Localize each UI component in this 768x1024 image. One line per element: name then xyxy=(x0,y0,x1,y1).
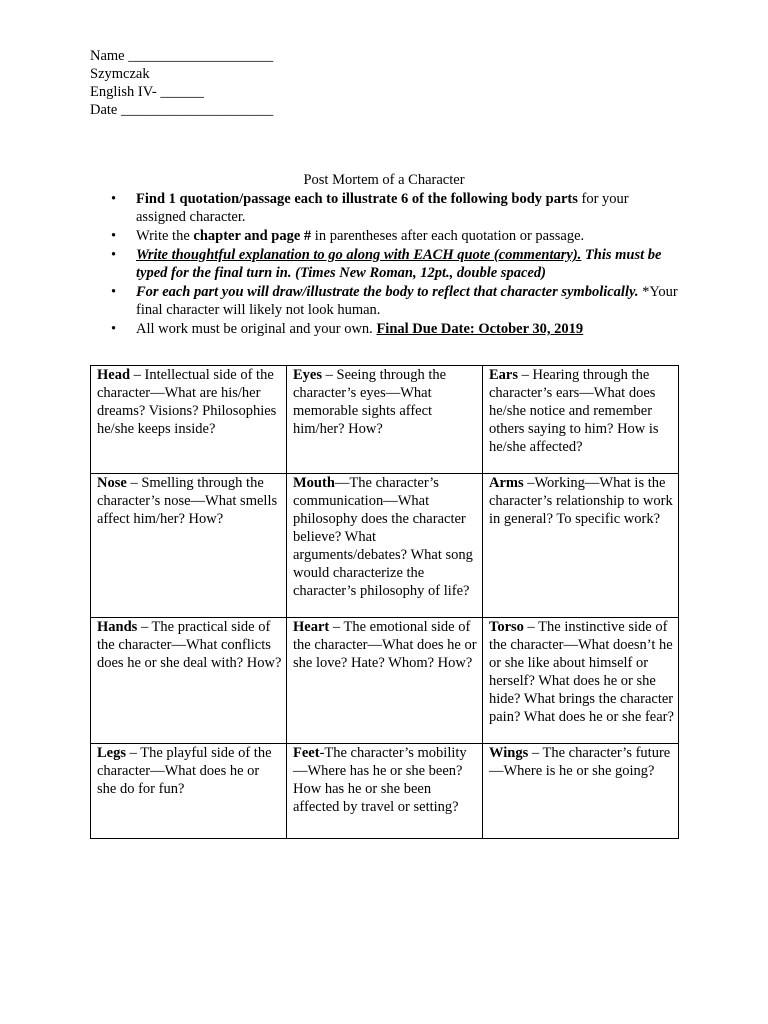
bullet-icon: • xyxy=(111,321,117,337)
body-part-name: Arms xyxy=(489,475,524,491)
table-row xyxy=(91,744,679,839)
body-part-description: – The instinctive side of the character—What doesn’t he or she like about himself or herself? What does he or she hide? What brings the character pain? What does he or she fear? xyxy=(489,619,674,725)
body-part-description: —The character’s communication—What philosophy does the character believe? What arguments/debates? What song would characterize the character’s philosophy of life? xyxy=(293,475,473,599)
body-part-name: Nose xyxy=(97,475,127,491)
name-line: Name ____________________ xyxy=(90,48,274,64)
instruction-text: For each part you will draw/illustrate the body to reflect that character symbolically. xyxy=(136,284,639,300)
body-part-cell xyxy=(287,744,483,839)
body-part-description: -The character’s mobility—Where has he or she been? How has he or she been affected by travel or setting? xyxy=(293,745,467,815)
document-title: Post Mortem of a Character xyxy=(303,172,465,188)
body-part-name: Torso xyxy=(489,619,524,635)
instruction-text: chapter and page # xyxy=(193,228,312,244)
date-line: Date _____________________ xyxy=(90,102,274,118)
body-part-name: Eyes xyxy=(293,367,322,383)
body-part-cell xyxy=(287,474,483,618)
instruction-text: in parentheses after each quotation or passage. xyxy=(311,228,585,244)
body-part-name: Legs xyxy=(97,745,126,761)
body-part-name: Mouth xyxy=(293,475,335,491)
bullet-icon: • xyxy=(111,191,117,207)
body-part-name: Head xyxy=(97,367,131,383)
instruction-text: for your assigned character. xyxy=(136,191,629,225)
body-part-description: – The playful side of the character—What does he or she do for fun? xyxy=(97,745,272,797)
bullet-icon: • xyxy=(111,284,117,300)
instruction-item xyxy=(90,190,680,226)
body-part-cell xyxy=(483,744,679,839)
body-part-cell xyxy=(483,366,679,474)
body-part-cell xyxy=(483,474,679,618)
body-part-description: – Smelling through the character’s nose—What smells affect him/her? How? xyxy=(97,475,278,527)
body-part-name: Wings xyxy=(489,745,529,761)
instruction-text: This must be typed for the final turn in. (Times New Roman, 12pt., double spaced) xyxy=(136,247,662,281)
body-part-description: – The character’s future—Where is he or she going? xyxy=(489,745,671,779)
body-part-description: – The practical side of the character—What conflicts does he or she deal with? How? xyxy=(97,619,282,671)
class-line: English IV- ______ xyxy=(90,84,204,100)
body-part-cell xyxy=(287,618,483,744)
instruction-item xyxy=(90,283,680,319)
bullet-icon: • xyxy=(111,228,117,244)
body-part-description: – The emotional side of the character—What does he or she love? Hate? Whom? How? xyxy=(293,619,477,671)
instruction-item xyxy=(90,320,680,338)
body-part-name: Feet xyxy=(293,745,320,761)
instruction-item xyxy=(90,227,680,245)
instruction-text: Find 1 quotation/passage each to illustrate 6 of the following body parts xyxy=(136,191,578,207)
instruction-item xyxy=(90,246,680,282)
body-part-description: –Working—What is the character’s relationship to work in general? To specific work? xyxy=(489,475,673,527)
instructions-list xyxy=(90,190,680,339)
body-parts-table xyxy=(90,365,679,839)
bullet-icon: • xyxy=(111,247,117,263)
student-header xyxy=(90,47,273,119)
table-row xyxy=(91,618,679,744)
body-part-description: – Seeing through the character’s eyes—What memorable sights affect him/her? How? xyxy=(293,367,447,437)
body-part-name: Ears xyxy=(489,367,518,383)
body-part-description: – Hearing through the character’s ears—What does he/she notice and remember others saying to him? How is he/she affected? xyxy=(489,367,659,455)
body-part-cell xyxy=(91,366,287,474)
body-part-name: Hands xyxy=(97,619,138,635)
body-part-cell xyxy=(91,474,287,618)
instruction-text: Write thoughtful explanation to go along with EACH quote (commentary). xyxy=(136,247,582,263)
body-part-description: – Intellectual side of the character—What are his/her dreams? Visions? Philosophies he/she keeps inside? xyxy=(97,367,277,437)
instruction-text: Final Due Date: October 30, 2019 xyxy=(376,321,584,337)
body-part-cell xyxy=(483,618,679,744)
teacher-name: Szymczak xyxy=(90,66,150,82)
instruction-text: Write the xyxy=(136,228,194,244)
table-row xyxy=(91,366,679,474)
body-part-cell xyxy=(91,618,287,744)
instruction-text: All work must be original and your own. xyxy=(136,321,377,337)
instruction-text: *Your final character will likely not look human. xyxy=(136,284,678,318)
body-part-cell xyxy=(287,366,483,474)
body-part-name: Heart xyxy=(293,619,330,635)
body-part-cell xyxy=(91,744,287,839)
table-row xyxy=(91,474,679,618)
